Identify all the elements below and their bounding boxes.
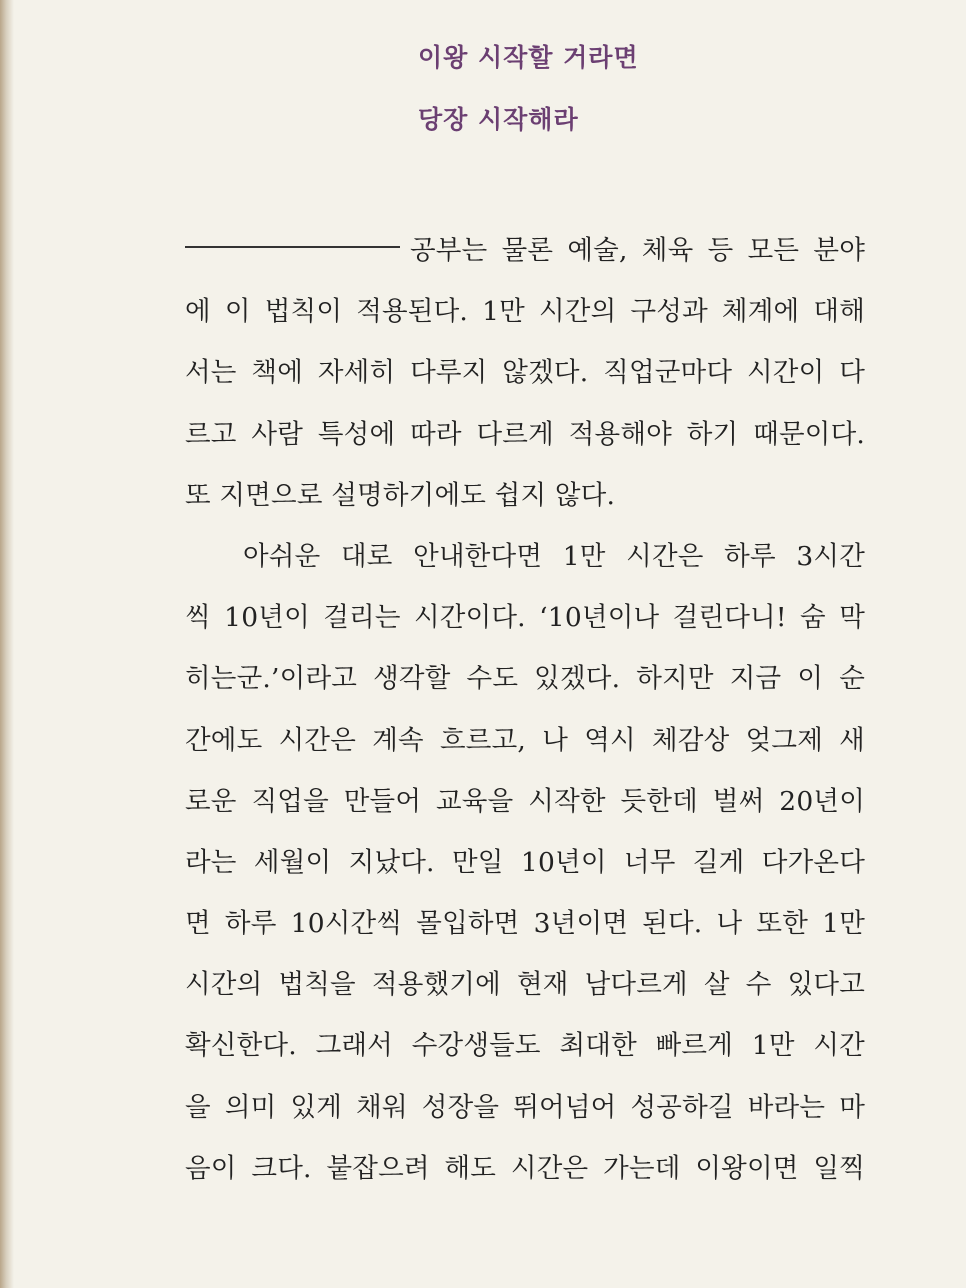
section-heading-line-2: 당장 시작해라 xyxy=(418,105,579,134)
lead-dash-rule xyxy=(185,246,400,248)
paragraph-2-line-1: 아쉬운 대로 안내한다면 1만 시간은 하루 3시간 xyxy=(243,540,865,572)
paragraph-2-line-7: 면 하루 10시간씩 몰입하면 3년이면 된다. 나 또한 1만 xyxy=(185,908,865,940)
paragraph-2-line-4: 간에도 시간은 계속 흐르고, 나 역시 체감상 엊그제 새 xyxy=(185,724,865,756)
paragraph-2-line-6: 라는 세월이 지났다. 만일 10년이 너무 길게 다가온다 xyxy=(185,846,865,878)
paragraph-2-line-8: 시간의 법칙을 적용했기에 현재 남다르게 살 수 있다고 xyxy=(185,969,865,1001)
paragraph-2-line-5: 로운 직업을 만들어 교육을 시작한 듯한데 벌써 20년이 xyxy=(185,785,865,817)
paragraph-1-line-1-text: 공부는 물론 예술, 체육 등 모든 분야 xyxy=(410,235,865,266)
paragraph-2-line-10: 을 의미 있게 채워 성장을 뛰어넘어 성공하길 바라는 마 xyxy=(185,1091,865,1123)
paragraph-2-line-11: 음이 크다. 붙잡으려 해도 시간은 가는데 이왕이면 일찍 xyxy=(185,1152,865,1184)
paragraph-2-line-3: 히는군.’이라고 생각할 수도 있겠다. 하지만 지금 이 순 xyxy=(185,663,865,695)
paragraph-1-line-3: 서는 책에 자세히 다루지 않겠다. 직업군마다 시간이 다 xyxy=(185,357,865,389)
paragraph-2-line-2: 씩 10년이 걸리는 시간이다. ‘10년이나 걸린다니! 숨 막 xyxy=(185,602,865,634)
paragraph-1-line-1 xyxy=(185,220,865,281)
paragraph-1-line-2: 에 이 법칙이 적용된다. 1만 시간의 구성과 체계에 대해 xyxy=(185,296,865,328)
paragraph-2-line-9: 확신한다. 그래서 수강생들도 최대한 빠르게 1만 시간 xyxy=(185,1030,865,1062)
paragraph-1-line-4: 르고 사람 특성에 따라 다르게 적용해야 하기 때문이다. xyxy=(185,418,865,450)
body-text xyxy=(185,220,865,1199)
section-heading-line-1: 이왕 시작할 거라면 xyxy=(418,43,639,72)
paragraph-1-line-5: 또 지면으로 설명하기에도 쉽지 않다. xyxy=(185,479,616,511)
